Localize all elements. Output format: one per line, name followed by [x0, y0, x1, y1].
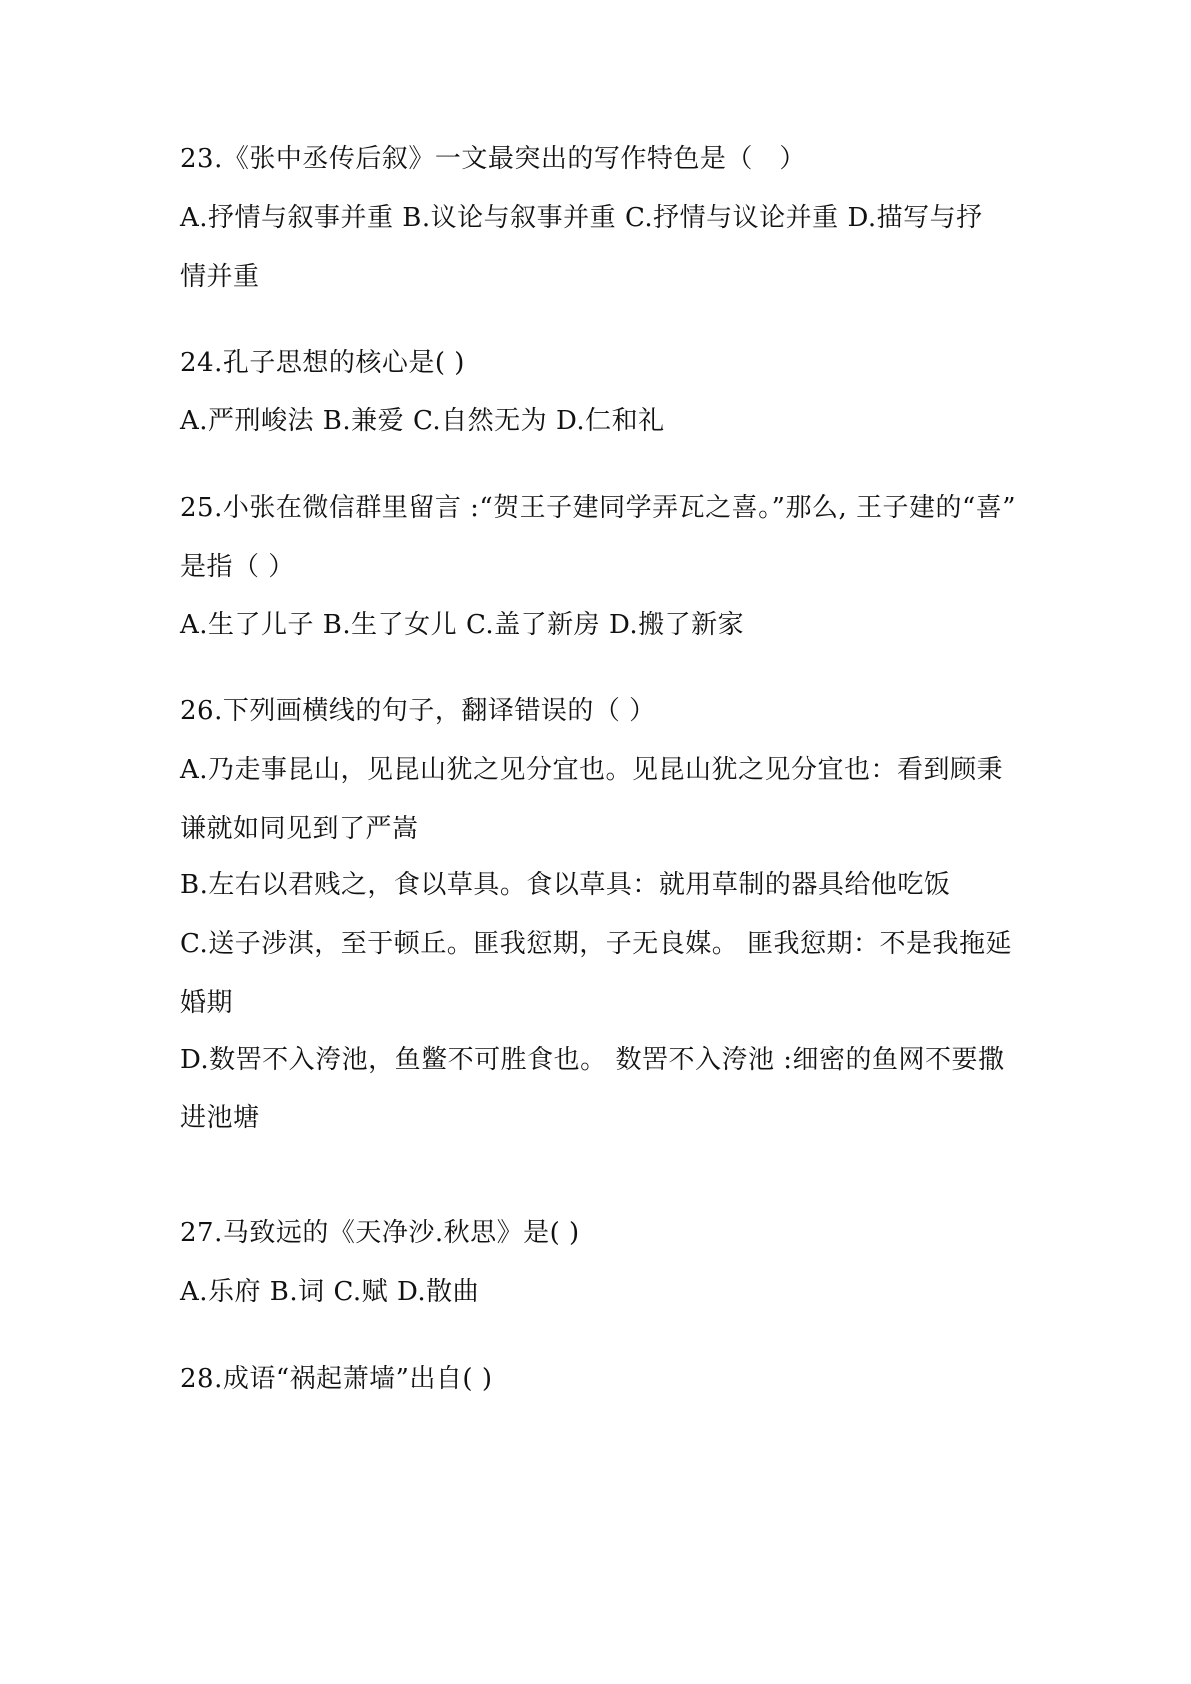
- question-26-option-a-line-1: A.乃走事昆山，见昆山犹之见分宜也。见昆山犹之见分宜也：看到顾秉: [180, 755, 1004, 785]
- question-25-stem-line-2: 是指（ ）: [180, 552, 295, 582]
- question-23-options-line-1: A.抒情与叙事并重 B.议论与叙事并重 C.抒情与议论并重 D.描写与抒: [180, 203, 983, 233]
- question-26-option-b: B.左右以君贱之，食以草具。食以草具：就用草制的器具给他吃饭: [180, 870, 951, 900]
- question-26-option-c-line-1: C.送子涉淇，至于顿丘。匪我愆期，子无良媒。 匪我愆期：不是我拖延: [180, 929, 1012, 959]
- question-26-option-c-line-2: 婚期: [180, 988, 234, 1018]
- question-23-stem: 23.《张中丞传后叙》一文最突出的写作特色是（ ）: [180, 144, 806, 174]
- question-26-stem: 26.下列画横线的句子，翻译错误的（ ）: [180, 696, 656, 726]
- question-24-stem: 24.孔子思想的核心是( ): [180, 348, 465, 378]
- question-25-stem-line-1: 25.小张在微信群里留言 :“贺王子建同学弄瓦之喜。”那么, 王子建的“喜”: [180, 493, 1017, 523]
- question-26-option-d-line-2: 进池塘: [180, 1103, 260, 1133]
- question-24-options-line-1: A.严刑峻法 B.兼爱 C.自然无为 D.仁和礼: [180, 406, 665, 436]
- question-27-stem: 27.马致远的《天净沙.秋思》是( ): [180, 1218, 580, 1248]
- question-26-option-d-line-1: D.数罟不入洿池，鱼鳖不可胜食也。 数罟不入洿池 :细密的鱼网不要撒: [180, 1045, 1005, 1075]
- question-23-options-line-2: 情并重: [180, 262, 260, 292]
- question-26-option-a-line-2: 谦就如同见到了严嵩: [180, 814, 419, 844]
- question-25-options-line-1: A.生了儿子 B.生了女儿 C.盖了新房 D.搬了新家: [180, 610, 745, 640]
- question-28-stem: 28.成语“祸起萧墙”出自( ): [180, 1364, 493, 1394]
- question-27-options-line-1: A.乐府 B.词 C.赋 D.散曲: [180, 1277, 480, 1307]
